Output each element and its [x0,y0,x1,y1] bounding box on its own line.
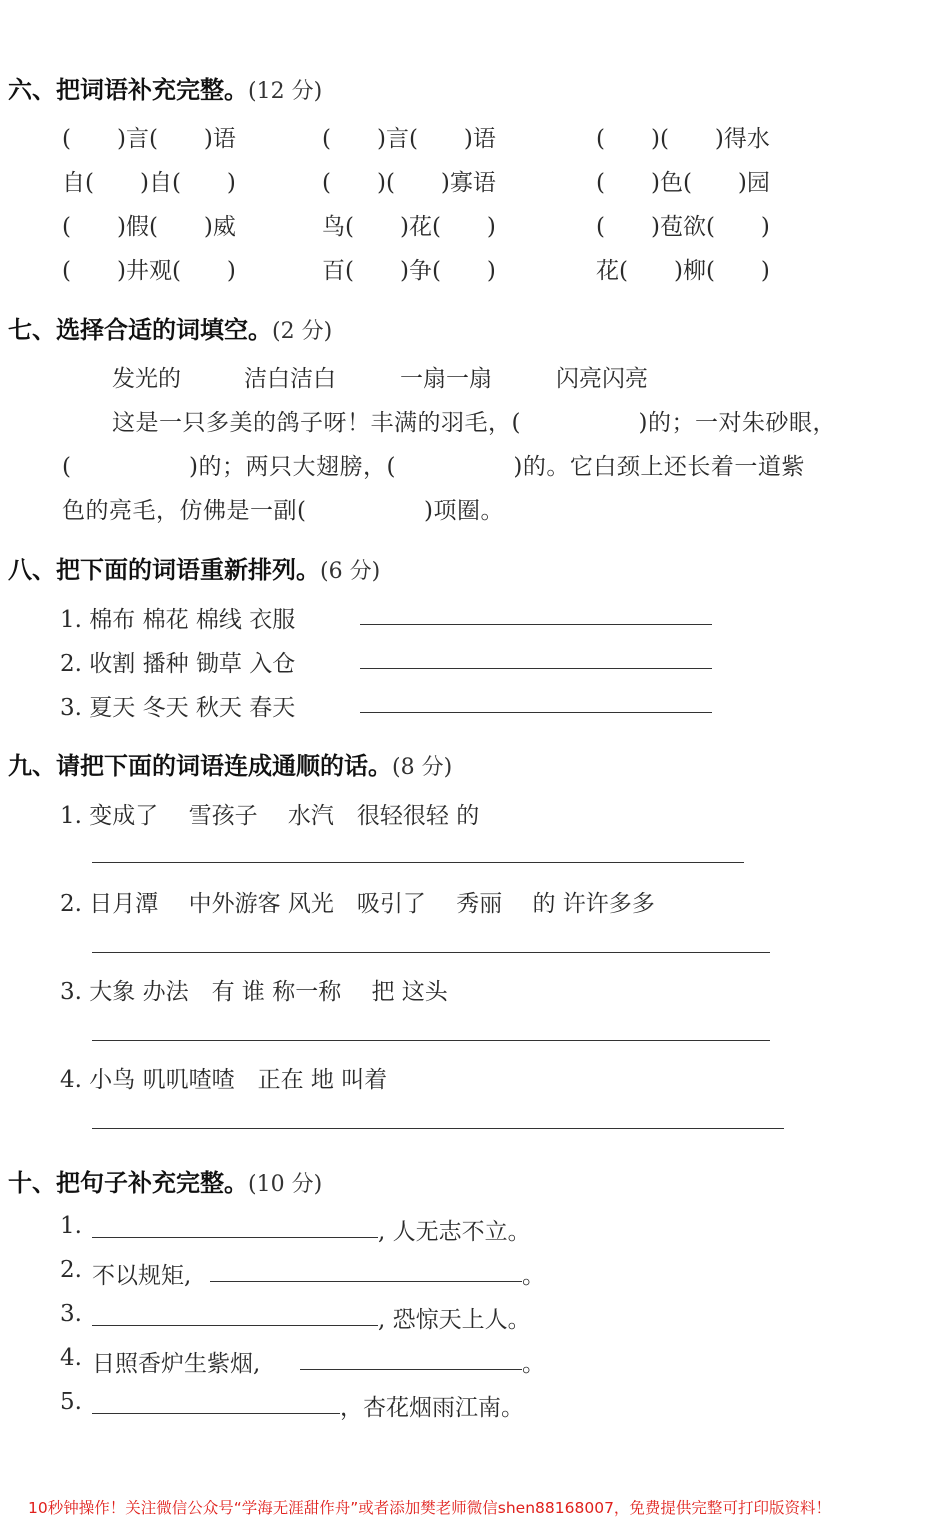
section-9-heading [8,746,452,781]
idiom-cell: ( )言( )语 [322,126,496,152]
idiom-cell: 自( )自( ) [62,170,236,196]
answer-line [210,1281,522,1282]
sentence-number: 3. [60,1301,82,1327]
sentence-text: 日照香炉生紫烟, [92,1351,261,1377]
word-option: 一扇一扇 [400,366,492,392]
reorder-item: 1. 棉布 棉花 棉线 衣服 [60,607,296,633]
answer-line [360,668,712,669]
reorder-item: 2. 收割 播种 锄草 入仓 [60,651,296,677]
answer-line [92,862,744,863]
word-option: 发光的 [112,366,181,392]
passage-line: 这是一只多美的鸽子呀！丰满的羽毛，( )的；一对朱砂眼， [112,410,836,436]
sentence-text: 。 [522,1263,545,1289]
idiom-cell: ( )假( )威 [62,214,236,240]
word-option: 洁白洁白 [244,366,336,392]
answer-line [92,1128,784,1129]
section-8-heading [8,550,380,585]
answer-line [92,1413,340,1414]
footer-notice: 10秒钟操作！关注微信公众号“学海无涯甜作舟”或者添加樊老师微信shen88168007，免费提供完整可打印版资料！ [28,1499,831,1517]
answer-line [92,952,770,953]
section-title: 十、把句子补充完整。 [8,1169,248,1197]
word-group: 2. 日月潭 中外游客 风光 吸引了 秀丽 的 许许多多 [60,891,655,917]
sentence-text: 。 [522,1351,545,1377]
section-score: (6 分) [320,559,381,584]
sentence-number: 5. [60,1389,82,1415]
answer-line [92,1325,378,1326]
sentence-text: 不以规矩, [92,1263,192,1289]
answer-line [360,624,712,625]
sentence-number: 2. [60,1257,82,1283]
idiom-cell: ( )色( )园 [596,170,770,196]
idiom-cell: 鸟( )花( ) [322,214,496,240]
sentence-number: 1. [60,1213,82,1239]
idiom-cell: ( )( )得水 [596,126,770,152]
section-score: (8 分) [392,755,453,780]
section-title: 七、选择合适的词填空。 [8,316,272,344]
answer-line [92,1040,770,1041]
sentence-text: , 人无志不立。 [378,1219,531,1245]
sentence-text: ，杏花烟雨江南。 [340,1395,524,1421]
section-10-heading [8,1163,322,1198]
idiom-cell: ( )( )寡语 [322,170,496,196]
section-score: (10 分) [248,1172,323,1197]
word-group: 1. 变成了 雪孩子 水汽 很轻很轻 的 [60,803,480,829]
sentence-text: , 恐惊天上人。 [378,1307,531,1333]
section-title: 九、请把下面的词语连成通顺的话。 [8,752,392,780]
passage-line: ( )的；两只大翅膀，( )的。它白颈上还长着一道紫 [62,454,805,480]
sentence-number: 4. [60,1345,82,1371]
answer-line [300,1369,522,1370]
section-6-heading [8,70,322,105]
answer-line [92,1237,378,1238]
answer-line [360,712,712,713]
idiom-cell: 花( )柳( ) [596,258,770,284]
idiom-cell: 百( )争( ) [322,258,496,284]
idiom-cell: ( )苞欲( ) [596,214,770,240]
idiom-cell: ( )言( )语 [62,126,236,152]
passage-line: 色的亮毛，仿佛是一副( )项圈。 [62,498,504,524]
word-option: 闪亮闪亮 [556,366,648,392]
section-score: (2 分) [272,319,333,344]
section-title: 六、把词语补充完整。 [8,76,248,104]
section-score: (12 分) [248,79,323,104]
word-group: 3. 大象 办法 有 谁 称一称 把 这头 [60,979,448,1005]
section-title: 八、把下面的词语重新排列。 [8,556,320,584]
section-7-heading [8,310,332,345]
word-group: 4. 小鸟 叽叽喳喳 正在 地 叫着 [60,1067,388,1093]
reorder-item: 3. 夏天 冬天 秋天 春天 [60,695,296,721]
idiom-cell: ( )井观( ) [62,258,236,284]
